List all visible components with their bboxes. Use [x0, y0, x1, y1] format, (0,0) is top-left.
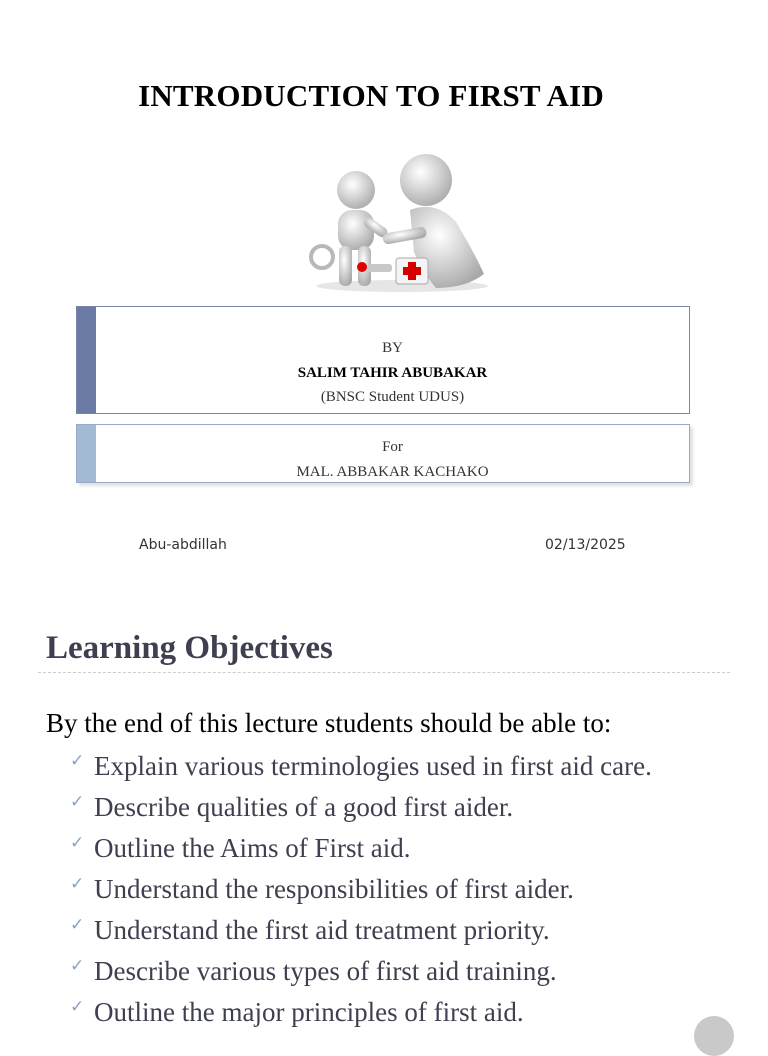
footer-date: 02/13/2025	[545, 537, 626, 553]
heading-divider	[38, 672, 730, 673]
author-box	[76, 306, 690, 414]
checkmark-icon: ✓	[70, 915, 85, 934]
scroll-button[interactable]	[694, 1016, 734, 1056]
checkmark-icon: ✓	[70, 833, 85, 852]
list-item: ✓ Outline the major principles of first aid.	[70, 997, 524, 1027]
objectives-heading: Learning Objectives	[46, 630, 333, 666]
list-item: ✓ Understand the responsibilities of first aider.	[70, 874, 574, 904]
checkmark-icon: ✓	[70, 751, 85, 770]
objectives-slide	[0, 600, 768, 1027]
author-affiliation: (BNSC Student UDUS)	[320, 389, 465, 405]
list-item: ✓ Explain various terminologies used in first aid care.	[70, 751, 652, 781]
list-item: ✓ Describe qualities of a good first aider.	[70, 792, 514, 822]
objectives-intro: By the end of this lecture students should be able to:	[46, 708, 612, 738]
checkmark-icon: ✓	[70, 792, 85, 811]
first-aid-figures-icon	[306, 152, 494, 294]
list-item: ✓ Understand the first aid treatment priority.	[70, 915, 550, 945]
by-label: BY	[382, 340, 403, 356]
checkmark-icon: ✓	[70, 997, 85, 1016]
author-box-accent	[77, 307, 96, 413]
author-name: SALIM TAHIR ABUBAKAR	[297, 364, 488, 381]
recipient-name: MAL. ABBAKAR KACHAKO	[296, 463, 489, 480]
list-item: ✓ Outline the Aims of First aid.	[70, 833, 411, 863]
for-label: For	[382, 439, 403, 455]
objectives-list	[70, 749, 652, 1036]
checkmark-icon: ✓	[70, 874, 85, 893]
recipient-box-accent	[77, 425, 96, 482]
slide-title: INTRODUCTION TO FIRST AID	[138, 78, 604, 113]
footer-author: Abu-abdillah	[139, 537, 227, 553]
recipient-box	[76, 424, 690, 483]
list-item: ✓ Describe various types of first aid training.	[70, 956, 557, 986]
checkmark-icon: ✓	[70, 956, 85, 975]
